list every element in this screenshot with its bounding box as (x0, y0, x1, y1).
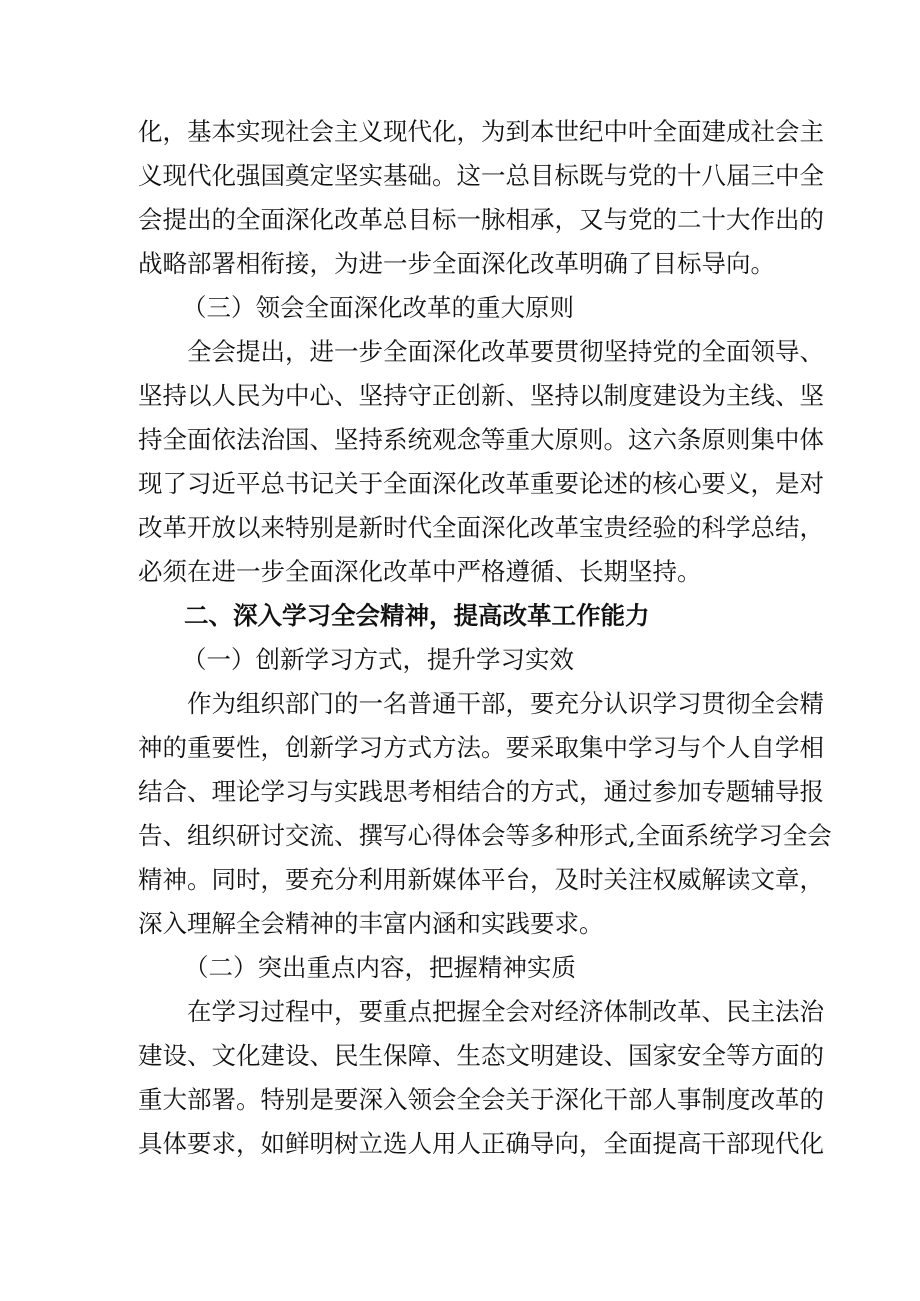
paragraph-line: 义现代化强国奠定坚实基础。这一总目标既与党的十八届三中全 (138, 161, 824, 190)
paragraph-line: 改革开放以来特别是新时代全面深化改革宝贵经验的科学总结， (138, 513, 824, 542)
section-subheading: （一）创新学习方式，提升学习实效 (182, 645, 574, 674)
paragraph-line: 在学习过程中，要重点把握全会对经济体制改革、民主法治 (187, 997, 824, 1026)
section-subheading: （二）突出重点内容，把握精神实质 (184, 953, 576, 982)
paragraph-line: 神的重要性，创新学习方式方法。要采取集中学习与个人自学相 (138, 733, 824, 762)
paragraph-line: 具体要求，如鲜明树立选人用人正确导向，全面提高干部现代化 (138, 1129, 824, 1158)
paragraph-line: 结合、理论学习与实践思考相结合的方式，通过参加专题辅导报 (138, 777, 824, 806)
paragraph-line: 精神。同时，要充分利用新媒体平台，及时关注权威解读文章， (138, 865, 824, 894)
paragraph-line: 持全面依法治国、坚持系统观念等重大原则。这六条原则集中体 (138, 425, 824, 454)
paragraph-line: 战略部署相衔接，为进一步全面深化改革明确了目标导向。 (138, 249, 775, 278)
paragraph-line: 深入理解全会精神的丰富内涵和实践要求。 (138, 909, 604, 938)
paragraph-line: 现了习近平总书记关于全面深化改革重要论述的核心要义，是对 (138, 469, 824, 498)
paragraph-line: 坚持以人民为中心、坚持守正创新、坚持以制度建设为主线、坚 (138, 381, 824, 410)
section-subheading: （三）领会全面深化改革的重大原则 (182, 293, 574, 322)
paragraph-line: 会提出的全面深化改革总目标一脉相承，又与党的二十大作出的 (138, 205, 824, 234)
paragraph-line: 作为组织部门的一名普通干部，要充分认识学习贯彻全会精 (187, 689, 824, 718)
paragraph-line: 全会提出，进一步全面深化改革要贯彻坚持党的全面领导、 (187, 337, 824, 366)
paragraph-line: 告、组织研讨交流、撰写心得体会等多种形式,全面系统学习全会 (138, 821, 832, 850)
paragraph-line: 必须在进一步全面深化改革中严格遵循、长期坚持。 (138, 557, 702, 586)
section-heading: 二、深入学习全会精神，提高改革工作能力 (184, 601, 650, 630)
paragraph-line: 建设、文化建设、民生保障、生态文明建设、国家安全等方面的 (138, 1041, 824, 1070)
paragraph-line: 重大部署。特别是要深入领会全会关于深化干部人事制度改革的 (138, 1085, 824, 1114)
paragraph-line: 化，基本实现社会主义现代化，为到本世纪中叶全面建成社会主 (138, 117, 824, 146)
